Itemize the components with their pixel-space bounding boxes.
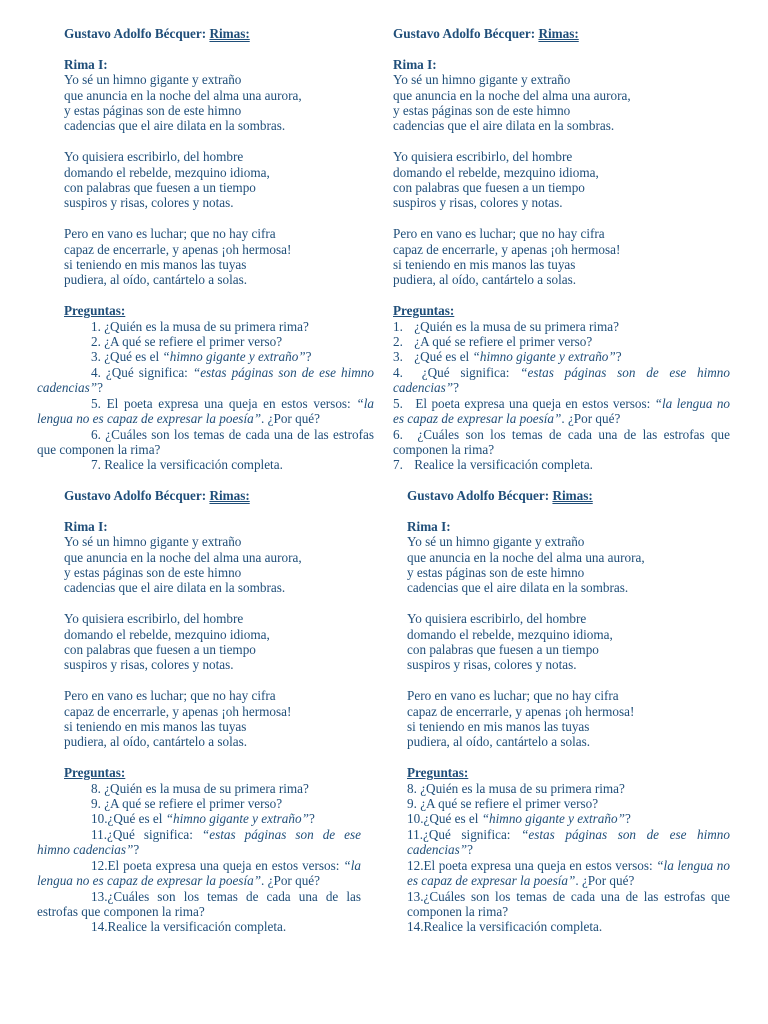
- verse-line: y estas páginas son de este himno: [64, 103, 242, 119]
- verse-line: Yo quisiera escribirlo, del hombre: [407, 611, 587, 627]
- work-title: Rimas:: [538, 26, 579, 41]
- question-item: 3. ¿Qué es el “himno gigante y extraño”?: [393, 349, 622, 365]
- verse-line: Yo sé un himno gigante y extraño: [393, 72, 571, 88]
- questions-heading: Preguntas:: [64, 765, 126, 781]
- verse-line: cadencias que el aire dilata en la sombras.: [393, 118, 615, 134]
- question-item: 8. ¿Quién es la musa de su primera rima?: [407, 780, 625, 796]
- question-item: 4. ¿Qué significa: “estas páginas son de ese himno cadencias”?: [393, 364, 730, 396]
- question-item: 9. ¿A qué se refiere el primer verso?: [91, 796, 283, 812]
- worksheet-title: [407, 488, 730, 503]
- work-title: Rimas:: [209, 488, 250, 503]
- verse-line: suspiros y risas, colores y notas.: [64, 195, 234, 211]
- verse-line: que anuncia en la noche del alma una aurora,: [407, 549, 645, 565]
- verse-line: y estas páginas son de este himno: [64, 565, 242, 581]
- question-item: 1. ¿Quién es la musa de su primera rima?: [393, 318, 619, 334]
- question-item: 8. ¿Quién es la musa de su primera rima?: [91, 780, 309, 796]
- question-item: 5. El poeta expresa una queja en estos versos: “la lengua no es capaz de expresar la poesía”. ¿Por qué?: [37, 395, 374, 427]
- question-item: 6. ¿Cuáles son los temas de cada una de las estrofas que componen la rima?: [37, 426, 375, 457]
- question-item: 6. ¿Cuáles son los temas de cada una de las estrofas que componen la rima?: [393, 426, 731, 457]
- verse-line: domando el rebelde, mezquino idioma,: [64, 164, 270, 180]
- verse-line: capaz de encerrarle, y apenas ¡oh hermosa!: [64, 703, 292, 719]
- verse-line: capaz de encerrarle, y apenas ¡oh hermosa!: [393, 241, 621, 257]
- rima-heading: Rima I:: [64, 56, 108, 72]
- verse-line: domando el rebelde, mezquino idioma,: [407, 626, 613, 642]
- question-item: 13.¿Cuáles son los temas de cada una de las estrofas que componen la rima?: [407, 888, 730, 919]
- verse-line: Yo sé un himno gigante y extraño: [64, 534, 242, 550]
- verse-line: si teniendo en mis manos las tuyas: [393, 257, 576, 273]
- question-item: 12.El poeta expresa una queja en estos versos: “la lengua no es capaz de expresar la poesía”. ¿Por qué?: [407, 857, 730, 889]
- verse-line: Yo sé un himno gigante y extraño: [64, 72, 242, 88]
- verse-line: suspiros y risas, colores y notas.: [393, 195, 563, 211]
- verse-line: Pero en vano es luchar; que no hay cifra: [64, 688, 276, 704]
- question-item: 9. ¿A qué se refiere el primer verso?: [407, 796, 599, 812]
- question-item: 11.¿Qué significa: “estas páginas son de ese himno cadencias”?: [37, 826, 361, 858]
- rima-heading: Rima I:: [407, 518, 451, 534]
- question-item: 14.Realice la versificación completa.: [91, 919, 287, 935]
- verse-line: pudiera, al oído, cantártelo a solas.: [64, 734, 248, 750]
- verse-line: cadencias que el aire dilata en la sombras.: [64, 118, 286, 134]
- verse-line: Pero en vano es luchar; que no hay cifra: [407, 688, 619, 704]
- verse-line: si teniendo en mis manos las tuyas: [64, 719, 247, 735]
- verse-line: Pero en vano es luchar; que no hay cifra: [393, 226, 605, 242]
- worksheet-title: [37, 26, 374, 41]
- verse-line: si teniendo en mis manos las tuyas: [407, 719, 590, 735]
- question-item: 12.El poeta expresa una queja en estos versos: “la lengua no es capaz de expresar la poesía”. ¿Por qué?: [37, 857, 361, 889]
- verse-line: Pero en vano es luchar; que no hay cifra: [64, 226, 276, 242]
- verse-line: Yo quisiera escribirlo, del hombre: [64, 149, 244, 165]
- rima-heading: Rima I:: [64, 518, 108, 534]
- question-item: 7. Realice la versificación completa.: [91, 457, 283, 473]
- questions-heading: Preguntas:: [64, 303, 126, 319]
- question-item: 10.¿Qué es el “himno gigante y extraño”?: [91, 811, 315, 827]
- worksheet-title: [37, 488, 361, 503]
- verse-line: pudiera, al oído, cantártelo a solas.: [64, 272, 248, 288]
- question-item: 5. El poeta expresa una queja en estos versos: “la lengua no es capaz de expresar la poesía”. ¿Por qué?: [393, 395, 731, 427]
- work-title: Rimas:: [552, 488, 593, 503]
- verse-line: suspiros y risas, colores y notas.: [407, 657, 577, 673]
- worksheet-title: [393, 26, 730, 41]
- rima-heading: Rima I:: [393, 56, 437, 72]
- work-title: Rimas:: [209, 26, 250, 41]
- verse-line: que anuncia en la noche del alma una aurora,: [393, 87, 631, 103]
- poem: [37, 57, 374, 319]
- question-item: 2. ¿A qué se refiere el primer verso?: [91, 334, 283, 350]
- question-item: 11.¿Qué significa: “estas páginas son de ese himno cadencias”?: [407, 826, 730, 858]
- verse-line: si teniendo en mis manos las tuyas: [64, 257, 247, 273]
- question-item: 7. Realice la versificación completa.: [393, 457, 593, 473]
- question-item: 10.¿Qué es el “himno gigante y extraño”?: [407, 811, 631, 827]
- verse-line: y estas páginas son de este himno: [393, 103, 571, 119]
- verse-line: suspiros y risas, colores y notas.: [64, 657, 234, 673]
- question-item: 3. ¿Qué es el “himno gigante y extraño”?: [91, 349, 312, 365]
- questions-heading: Preguntas:: [407, 765, 469, 781]
- verse-line: con palabras que fuesen a un tiempo: [64, 180, 256, 196]
- question-item: 13.¿Cuáles son los temas de cada una de las estrofas que componen la rima?: [37, 888, 361, 919]
- verse-line: Yo quisiera escribirlo, del hombre: [64, 611, 244, 627]
- worksheet-copy-top-right: [393, 26, 730, 473]
- worksheet-copy-top-left: [37, 26, 374, 473]
- verse-line: con palabras que fuesen a un tiempo: [393, 180, 585, 196]
- verse-line: pudiera, al oído, cantártelo a solas.: [407, 734, 591, 750]
- author-name: Gustavo Adolfo Bécquer:: [393, 26, 536, 41]
- question-item: 14.Realice la versificación completa.: [407, 919, 603, 935]
- question-item: 2. ¿A qué se refiere el primer verso?: [393, 334, 593, 350]
- worksheet-copy-bottom-right: [407, 488, 730, 935]
- verse-line: domando el rebelde, mezquino idioma,: [64, 626, 270, 642]
- verse-line: pudiera, al oído, cantártelo a solas.: [393, 272, 577, 288]
- questions-list: [393, 319, 730, 473]
- author-name: Gustavo Adolfo Bécquer:: [64, 488, 207, 503]
- verse-line: con palabras que fuesen a un tiempo: [407, 642, 599, 658]
- verse-line: que anuncia en la noche del alma una aurora,: [64, 87, 302, 103]
- questions-list: [37, 781, 361, 935]
- verse-line: cadencias que el aire dilata en la sombras.: [407, 580, 629, 596]
- verse-line: que anuncia en la noche del alma una aurora,: [64, 549, 302, 565]
- verse-line: cadencias que el aire dilata en la sombras.: [64, 580, 286, 596]
- author-name: Gustavo Adolfo Bécquer:: [407, 488, 550, 503]
- verse-line: Yo quisiera escribirlo, del hombre: [393, 149, 573, 165]
- worksheet-copy-bottom-left: [37, 488, 361, 935]
- questions-list: [37, 319, 374, 473]
- poem: [37, 519, 361, 781]
- verse-line: y estas páginas son de este himno: [407, 565, 585, 581]
- author-name: Gustavo Adolfo Bécquer:: [64, 26, 207, 41]
- verse-line: con palabras que fuesen a un tiempo: [64, 642, 256, 658]
- verse-line: capaz de encerrarle, y apenas ¡oh hermosa!: [407, 703, 635, 719]
- verse-line: domando el rebelde, mezquino idioma,: [393, 164, 599, 180]
- question-item: 1. ¿Quién es la musa de su primera rima?: [91, 318, 309, 334]
- verse-line: capaz de encerrarle, y apenas ¡oh hermosa!: [64, 241, 292, 257]
- questions-list: [407, 781, 730, 935]
- question-item: 4. ¿Qué significa: “estas páginas son de ese himno cadencias”?: [37, 364, 374, 396]
- poem: [393, 57, 730, 319]
- poem: [407, 519, 730, 781]
- verse-line: Yo sé un himno gigante y extraño: [407, 534, 585, 550]
- questions-heading: Preguntas:: [393, 303, 455, 319]
